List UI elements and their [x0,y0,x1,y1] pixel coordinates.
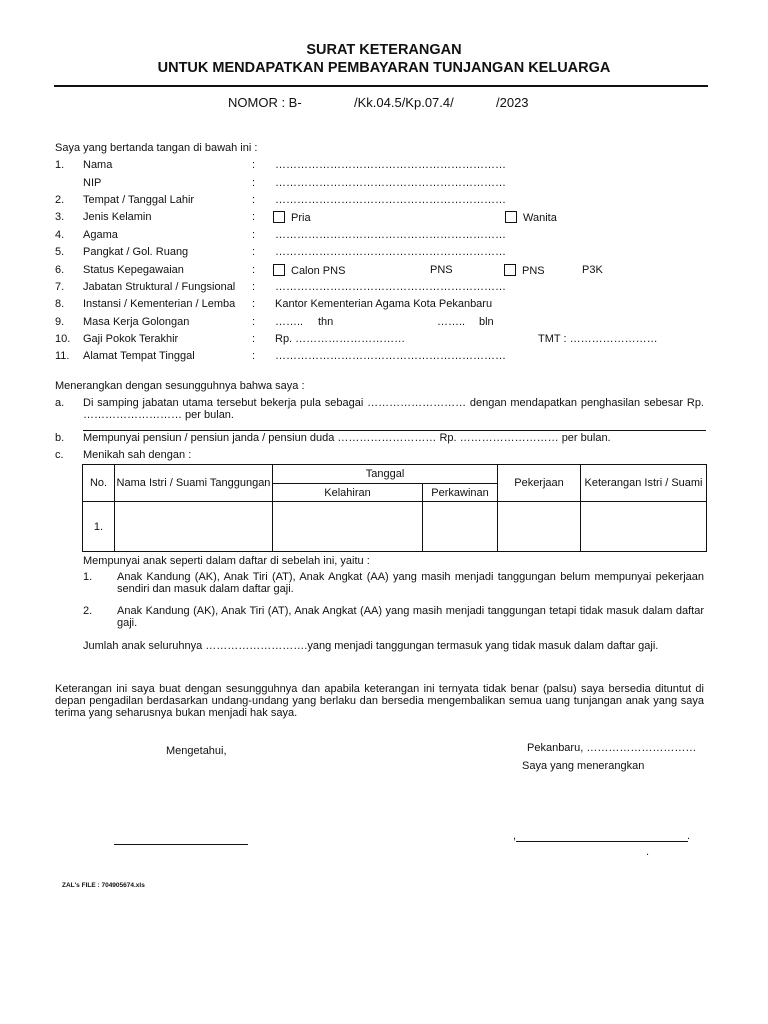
status-p3k-label: P3K [582,264,603,276]
masa-kerja-thn-label: thn [318,316,334,328]
nomor-code: /Kk.04.5/Kp.07.4/ [354,95,454,110]
signature-mark: . [687,830,691,842]
field-number: 8. [55,298,65,310]
field-colon: : [252,229,256,241]
table-cell [115,502,273,552]
field-value: ……………………………………………………… [275,246,506,258]
field-value: ……………………………………………………… [275,281,506,293]
header-kelahiran: Kelahiran [273,484,423,502]
signature-line-left [114,844,248,845]
spouse-table [82,464,707,552]
gaji-rp-blank: Rp. ………………………… [275,333,406,345]
table-cell [498,502,581,552]
item-a-text: Di samping jabatan utama tersebut bekerja pula sebagai ……………………… dengan mendapatkan penghasilan sebesar Rp. ……………………… per bulan. [83,397,704,421]
gender-pria-option[interactable]: Pria [273,211,311,224]
field-colon: : [252,316,256,328]
field-label: Pangkat / Gol. Ruang [83,246,189,258]
closing-statement: Keterangan ini saya buat dengan sesungguhnya dan apabila keterangan ini ternyata tidak benar (palsu) saya bersedia dituntut di depan pengadilan berdasarkan undang-undang yang berlaku dan bersedia mengembalikan semua uang tunjangan anak yang saya terima yang seharusnya bukan menjadi hak saya. [55,683,704,719]
field-colon: : [252,194,256,206]
item-b-text: Mempunyai pensiun / pensiun janda / pensiun duda ……………………… Rp. ……………………… per bulan. [83,432,611,444]
item-c-number: c. [55,449,64,461]
field-label: Tempat / Tanggal Lahir [83,194,195,206]
header-pekerjaan: Pekerjaan [498,465,581,502]
field-number: 6. [55,264,65,276]
anak-item-1-number: 1. [83,571,93,583]
table-cell [423,502,498,552]
field-value: ……………………………………………………… [275,177,506,189]
item-b-number: b. [55,432,65,444]
mengetahui-label: Mengetahui, [166,745,227,757]
field-colon: : [252,298,256,310]
anak-item-1-text: Anak Kandung (AK), Anak Tiri (AT), Anak Angkat (AA) yang masih menjadi tanggungan belum mempunyai pekerjaan sendiri dan masuk dalam daftar gaji. [117,571,704,595]
masa-kerja-bln-label: bln [479,316,494,328]
masa-kerja-bln-blank: …….. [437,316,466,328]
masa-kerja-thn-blank: …….. [275,316,304,328]
header-perkawinan: Perkawinan [423,484,498,502]
field-number: 2. [55,194,65,206]
field-number: 7. [55,281,65,293]
header-tanggal: Tanggal [273,465,498,484]
field-value: ……………………………………………………… [275,350,506,362]
status-calon-pns-option[interactable]: Calon PNS [273,264,345,277]
field-number: 11. [55,350,70,362]
place-date: Pekanbaru, ………………………… [527,742,697,754]
header-keterangan: Keterangan Istri / Suami [581,465,707,502]
anak-jumlah: Jumlah anak seluruhnya ……………………….yang menjadi tanggungan termasuk yang tidak masuk dalam daftar gaji. [83,640,659,652]
field-label: Alamat Tempat Tinggal [83,350,195,362]
field-value: Kantor Kementerian Agama Kota Pekanbaru [275,298,493,310]
field-label: Jabatan Struktural / Fungsional [83,281,236,293]
field-colon: : [252,211,256,223]
field-label: Jenis Kelamin [83,211,152,223]
table-row-number: 1. [83,502,115,552]
checkbox-icon[interactable] [273,264,285,276]
anak-intro: Mempunyai anak seperti dalam daftar di sebelah ini, yaitu : [83,555,370,567]
field-colon: : [252,350,256,362]
nomor-year: /2023 [496,95,529,110]
tmt-blank: TMT : …………………… [538,333,658,345]
nomor-label: NOMOR : B- [228,95,302,110]
item-a-rule [83,430,706,431]
field-colon: : [252,177,256,189]
field-number: 3. [55,211,65,223]
footer-file: ZAL's FILE : 704905674.xls [62,882,145,889]
field-label: Instansi / Kementerian / Lemba [83,298,236,310]
checkbox-icon[interactable] [273,211,285,223]
field-label: NIP [83,177,102,189]
field-label: Status Kepegawaian [83,264,184,276]
header-rule [54,85,708,87]
field-label: Gaji Pokok Terakhir [83,333,179,345]
field-colon: : [252,159,256,171]
item-c-text: Menikah sah dengan : [83,449,192,461]
field-number: 1. [55,159,65,171]
checkbox-icon[interactable] [504,264,516,276]
document-title: SURAT KETERANGAN [306,42,462,58]
document-subtitle: UNTUK MENDAPATKAN PEMBAYARAN TUNJANGAN KELUARGA [157,60,611,76]
signature-mark: , [513,830,517,842]
field-label: Agama [83,229,118,241]
field-colon: : [252,333,256,345]
field-colon: : [252,281,256,293]
table-cell [273,502,423,552]
signature-mark: . [646,846,650,858]
menerangkan-signer-label: Saya yang menerangkan [522,760,645,772]
menerangkan-text: Menerangkan dengan sesungguhnya bahwa saya : [55,380,305,392]
anak-item-2-number: 2. [83,605,93,617]
field-number: 5. [55,246,65,258]
item-a-number: a. [55,397,65,409]
field-colon: : [252,246,256,258]
field-label: Nama [83,159,113,171]
gender-wanita-option[interactable]: Wanita [505,211,557,224]
field-number: 9. [55,316,65,328]
status-pns-label: PNS [430,264,453,276]
field-number: 10. [55,333,71,345]
field-label: Masa Kerja Golongan [83,316,190,328]
field-number: 4. [55,229,65,241]
header-nama: Nama Istri / Suami Tanggungan [115,465,273,502]
field-colon: : [252,264,256,276]
intro-text: Saya yang bertanda tangan di bawah ini : [55,142,258,154]
anak-item-2-text: Anak Kandung (AK), Anak Tiri (AT), Anak Angkat (AA) yang masih menjadi tanggungan tetapi tidak masuk dalam daftar gaji. [117,605,704,629]
field-value: ……………………………………………………… [275,229,506,241]
signature-line-right [516,841,688,842]
checkbox-icon[interactable] [505,211,517,223]
header-no: No. [83,465,115,502]
status-pns-option[interactable]: PNS [504,264,545,277]
field-value: ……………………………………………………… [275,194,506,206]
table-cell [581,502,707,552]
field-value: ……………………………………………………… [275,159,506,171]
